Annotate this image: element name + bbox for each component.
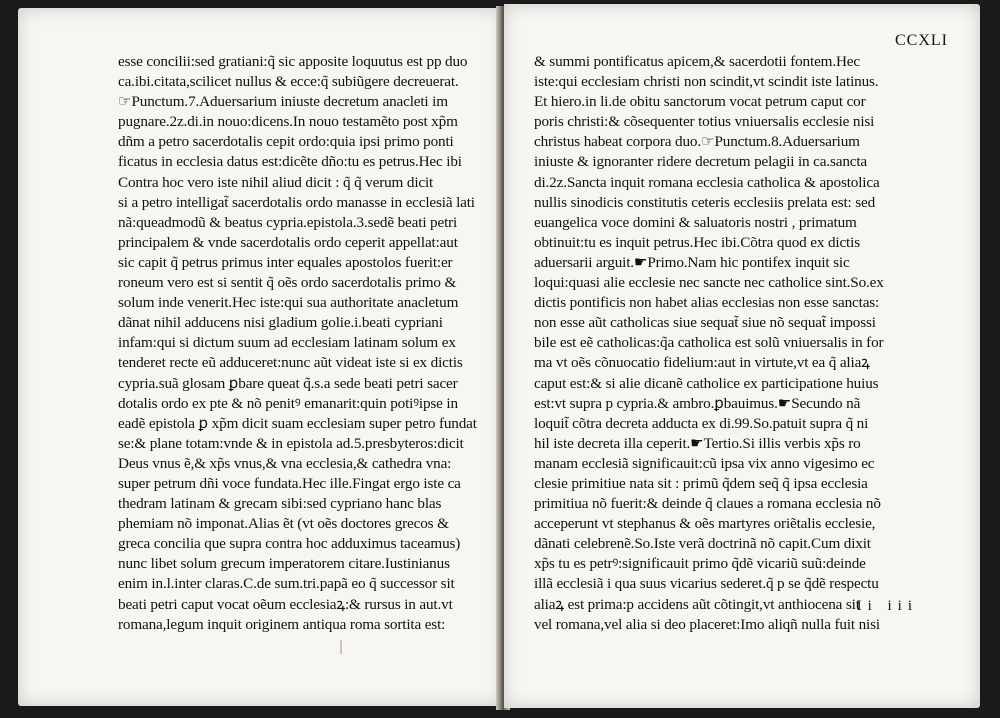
text-line: thedram latinam & grecam sibi:sed cypriano hanc blas xyxy=(118,495,442,513)
text-line: tenderet recte eũ adduceret:nunc aũt videat iste si ex dictis xyxy=(118,354,463,372)
text-line: poris christi:& cõsequenter totius vniuersalis ecclesie nisi xyxy=(534,113,875,131)
text-line: iste:qui ecclesiam christi non scindit,vt scindit iste latinus. xyxy=(534,73,879,91)
text-line: clesie primitiue nata sit : primũ q̃dem seq̃ q̃ ipsa ecclesia xyxy=(534,474,868,492)
text-line: dictis pontificis non habet alias ecclesias non esse sanctas: xyxy=(534,294,880,312)
text-line: phemiam nõ imponat.Alias ẽt (vt oẽs doctores grecos & xyxy=(118,515,449,533)
text-line: dotalis ordo ex pte & nõ penitꝰ emanarit:quin potiꝰipse in xyxy=(118,394,458,412)
text-line: euangelica voce domini & saluatoris nostri , primatum xyxy=(534,213,857,231)
text-line: esse concilii:sed gratiani:q̃ sic apposite loquutus est pp duo xyxy=(118,53,468,70)
text-line: loqui:quasi alie ecclesie nec sancte nec catholice sint.So.ex xyxy=(534,274,884,292)
left-page-text xyxy=(118,52,496,635)
text-line: ficatus in ecclesia datus est:dicẽte dño:tu es petrus.Hec ibi xyxy=(118,153,462,171)
text-line: vel romana,vel alia si deo placeret:Imo aliqñ nulla fuit nisi xyxy=(534,615,880,633)
text-line: eadẽ epistola ꝑ xp̃m dicit suam ecclesiam super petro fundat xyxy=(118,414,477,432)
text-line: Et hiero.in li.de obitu sanctorum vocat petrum caput cor xyxy=(534,93,866,111)
text-line: Deus vnus ẽ,& xp̃s vnus,& vna ecclesia,& cathedra vna: xyxy=(118,454,452,472)
text-line: bile est eẽ catholicas:q̃a catholica est solũ vniuersalis in for xyxy=(534,334,884,352)
text-line: non esse aũt catholicas siue sequat̃ siue nõ sequat̃ impossi xyxy=(534,314,876,332)
text-line: iniuste & ignoranter ridere decretum pelagii in ca.sancta xyxy=(534,153,868,171)
text-line: Contra hoc vero iste nihil aliud dicit : q̃ q̃ verum dicit xyxy=(118,173,434,191)
right-page xyxy=(504,4,980,708)
text-line: pugnare.2z.di.in nouo:dicens.In nouo testamẽto post xp̃m xyxy=(118,113,458,131)
text-line: si a petro intelligat̃ sacerdotalis ordo manasse in ecclesiã lati xyxy=(118,193,475,211)
text-line: infam:qui si dictum suum ad ecclesiam latinam solum ex xyxy=(118,334,456,352)
text-line: acceperunt vt stephanus & oẽs martyres oriẽtalis ecclesie, xyxy=(534,515,876,533)
text-line: aduersarii arguit.☛Primo.Nam hic pontifex inquit sic xyxy=(534,253,850,271)
text-line: dãnati celebrenẽ.So.Iste verã doctrinã nõ capit.Cum dixit xyxy=(534,535,871,553)
text-line: aliaꝝ est prima:p accidens aũt cõtingit,vt anthiocena sit xyxy=(534,595,860,613)
text-line: ☞Punctum.7.Aduersarium iniuste decretum anacleti im xyxy=(118,93,448,111)
signature-mark: Ii iii xyxy=(856,598,918,614)
text-line: caput est:& si alie dicanẽ catholice ex participatione huius xyxy=(534,374,879,392)
text-line: super petrum dñi voce fundata.Hec ille.Fingat ergo iste ca xyxy=(118,474,461,492)
text-line: solum inde venerit.Hec iste:qui sua authoritate anacletum xyxy=(118,294,459,312)
text-line: se:& plane totam:vnde & in epistola ad.5.presbyteros:dicit xyxy=(118,434,464,452)
text-line: principalem & vnde sacerdotalis ordo ceperit appellat:aut xyxy=(118,233,458,251)
text-line: roneum vero est si sentit q̃ oẽs ordo sacerdotalis primo & xyxy=(118,274,457,292)
text-line: sic capit q̃ petrus primus inter equales apostolos fuerit:er xyxy=(118,253,453,271)
text-line: manam ecclesiã significauit:cũ ipsa vix anno vigesimo ec xyxy=(534,454,875,472)
text-line: romana,legum inquit originem antiqua roma sortita est: xyxy=(118,615,446,633)
text-line: obtinuit:tu es inquit petrus.Hec ibi.Cõtra quod ex dictis xyxy=(534,233,860,251)
text-line: illã ecclesiã i qua suus vicarius sederet.q̃ p se q̃dẽ respectu xyxy=(534,575,879,593)
text-line: hil iste decreta illa ceperit.☛Tertio.Si illis verbis xp̃s ro xyxy=(534,434,861,452)
text-line: dñm a petro sacerdotalis cepit ordo:quia ipsi primo ponti xyxy=(118,133,454,151)
right-page-text xyxy=(534,52,964,635)
text-line: beati petri caput vocat oẽum ecclesiaꝝ:& rursus in aut.vt xyxy=(118,595,453,613)
text-line: dãnat nihil adducens nisi gladium golie.i.beati cypriani xyxy=(118,314,443,332)
text-line: ca.ibi.citata,scilicet nullus & ecce:q̃ subiũgere decreuerat. xyxy=(118,73,459,91)
folio-number: CCXLI xyxy=(895,32,948,49)
text-line: nullis sinodicis constitutis ceteris ecclesiis prelata est: sed xyxy=(534,193,876,211)
text-line: enim in.l.inter claras.C.de sum.tri.papã eo q̃ successor sit xyxy=(118,575,455,593)
text-line: ma vt oẽs cõnuocatio fidelium:aut in virtute,vt ea q̃ aliaꝝ xyxy=(534,354,870,372)
page-crease xyxy=(340,640,342,654)
text-line: christus habeat corpora duo.☞Punctum.8.Aduersarium xyxy=(534,133,860,151)
text-line: xp̃s tu es petrꝰ:significauit primo q̃dẽ vicariũ suũ:deinde xyxy=(534,555,866,573)
text-line: nã:queadmodũ & beatus cypria.epistola.3.sedẽ beati petri xyxy=(118,213,458,231)
text-line: loquit̃ cõtra decreta adducta ex di.99.So.patuit supra q̃ ni xyxy=(534,414,869,432)
text-line: primitiua nõ fuerit:& deinde q̃ claues a romana ecclesia nõ xyxy=(534,495,881,513)
text-line: nunc libet solum grecum imperatorem citare.Iustinianus xyxy=(118,555,450,573)
left-page xyxy=(18,8,502,706)
text-line: greca concilia que supra contra hoc adduximus taceamus) xyxy=(118,535,461,553)
text-line: & summi pontificatus apicem,& sacerdotii fontem.Hec xyxy=(534,53,860,70)
text-line: est:vt supra p cypria.& ambro.ꝑbauimus.☛Secundo nã xyxy=(534,394,861,412)
text-line: di.2z.Sancta inquit romana ecclesia catholica & apostolica xyxy=(534,173,880,191)
text-line: cypria.suã glosam ꝑbare queat q̃.s.a sede beati petri sacer xyxy=(118,374,458,392)
